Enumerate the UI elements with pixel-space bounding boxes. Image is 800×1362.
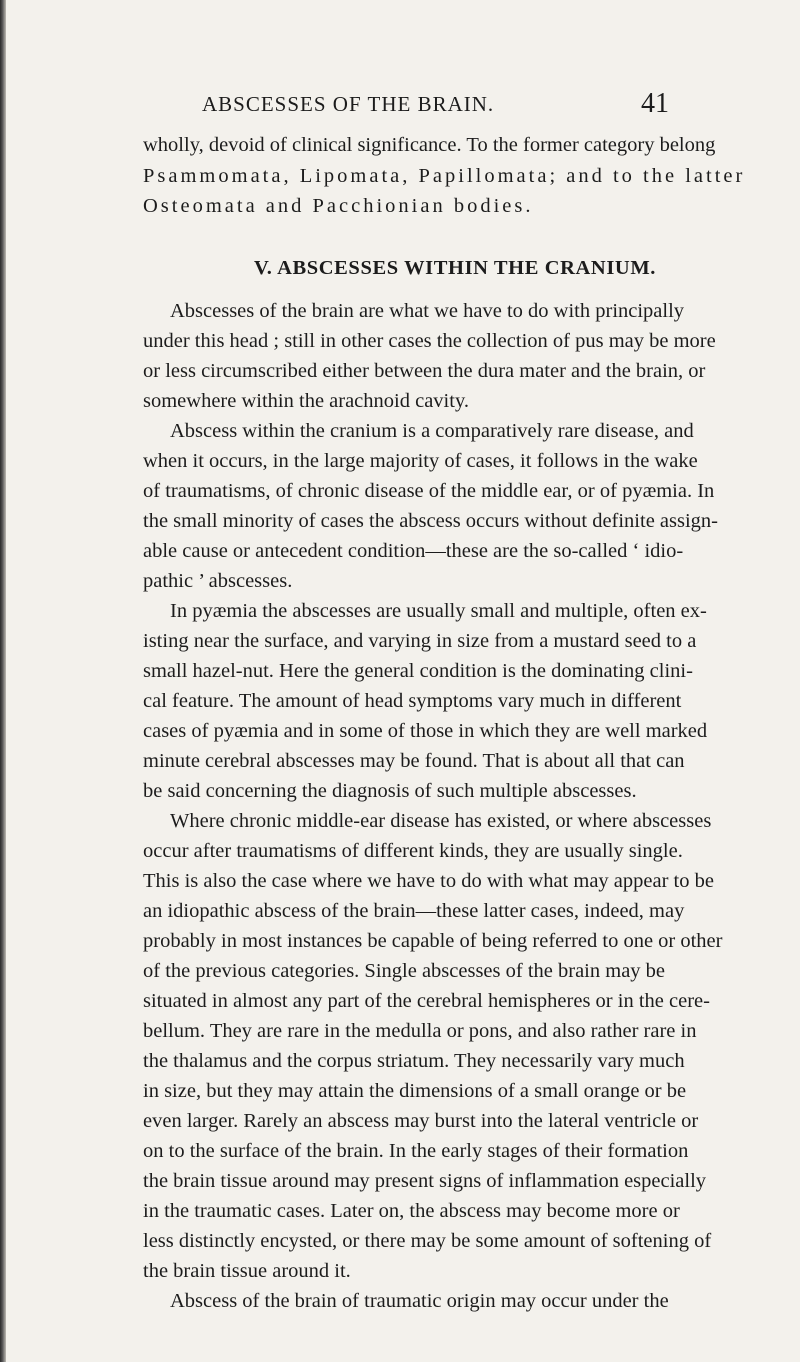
page-number: 41: [641, 88, 669, 119]
text-line: somewhere within the arachnoid cavity.: [143, 390, 469, 412]
text-line: the brain tissue around it.: [143, 1260, 351, 1282]
text-line: the brain tissue around may present signs of inflammation especially: [143, 1170, 707, 1192]
text-line: even larger. Rarely an abscess may burst into the lateral ventricle or: [143, 1110, 699, 1132]
text-line: the thalamus and the corpus striatum. They necessarily vary much: [143, 1050, 685, 1072]
text-line: Abscess of the brain of traumatic origin may occur under the: [170, 1290, 669, 1312]
text-line: be said concerning the diagnosis of such multiple abscesses.: [143, 780, 637, 802]
text-line: situated in almost any part of the cerebral hemispheres or in the cere-: [143, 990, 710, 1012]
section-heading: V. ABSCESSES WITHIN THE CRANIUM.: [254, 257, 656, 279]
text-line: in the traumatic cases. Later on, the abscess may become more or: [143, 1200, 680, 1222]
text-line: Abscess within the cranium is a comparatively rare disease, and: [170, 420, 694, 442]
text-line: pathic ’ abscesses.: [143, 570, 293, 592]
text-line: less distinctly encysted, or there may be some amount of softening of: [143, 1230, 712, 1252]
text-line: cases of pyæmia and in some of those in which they are well marked: [143, 720, 708, 742]
text-line: Psammomata, Lipomata, Papillomata; and to the latter: [143, 165, 746, 187]
text-line: minute cerebral abscesses may be found. That is about all that can: [143, 750, 685, 772]
text-line: of the previous categories. Single abscesses of the brain may be: [143, 960, 666, 982]
text-line: This is also the case where we have to do with what may appear to be: [143, 870, 714, 892]
text-line: isting near the surface, and varying in size from a mustard seed to a: [143, 630, 697, 652]
text-line: or less circumscribed either between the dura mater and the brain, or: [143, 360, 706, 382]
text-line: occur after traumatisms of different kinds, they are usually single.: [143, 840, 683, 862]
binding-edge: [0, 0, 6, 1362]
text-line: when it occurs, in the large majority of cases, it follows in the wake: [143, 450, 698, 472]
text-line: in size, but they may attain the dimensions of a small orange or be: [143, 1080, 687, 1102]
text-line: Osteomata and Pacchionian bodies.: [143, 195, 534, 217]
text-line: Abscesses of the brain are what we have to do with principally: [170, 300, 685, 322]
page-header: [0, 88, 800, 122]
text-line: probably in most instances be capable of being referred to one or other: [143, 930, 723, 952]
text-line: of traumatisms, of chronic disease of the middle ear, or of pyæmia. In: [143, 480, 715, 502]
text-line: the small minority of cases the abscess occurs without definite assign-: [143, 510, 719, 532]
running-head: ABSCESSES OF THE BRAIN.: [202, 92, 495, 116]
text-line: an idiopathic abscess of the brain—these latter cases, indeed, may: [143, 900, 685, 922]
text-line: under this head ; still in other cases the collection of pus may be more: [143, 330, 716, 352]
text-line: wholly, devoid of clinical significance. To the former category belong: [143, 134, 716, 156]
text-line: In pyæmia the abscesses are usually small and multiple, often ex-: [170, 600, 707, 622]
text-line: able cause or antecedent condition—these are the so-called ‘ idio-: [143, 540, 684, 562]
text-line: Where chronic middle-ear disease has existed, or where abscesses: [170, 810, 712, 832]
text-line: cal feature. The amount of head symptoms vary much in different: [143, 690, 682, 712]
text-line: small hazel-nut. Here the general condition is the dominating clini-: [143, 660, 693, 682]
text-line: bellum. They are rare in the medulla or pons, and also rather rare in: [143, 1020, 697, 1042]
text-line: on to the surface of the brain. In the early stages of their formation: [143, 1140, 689, 1162]
